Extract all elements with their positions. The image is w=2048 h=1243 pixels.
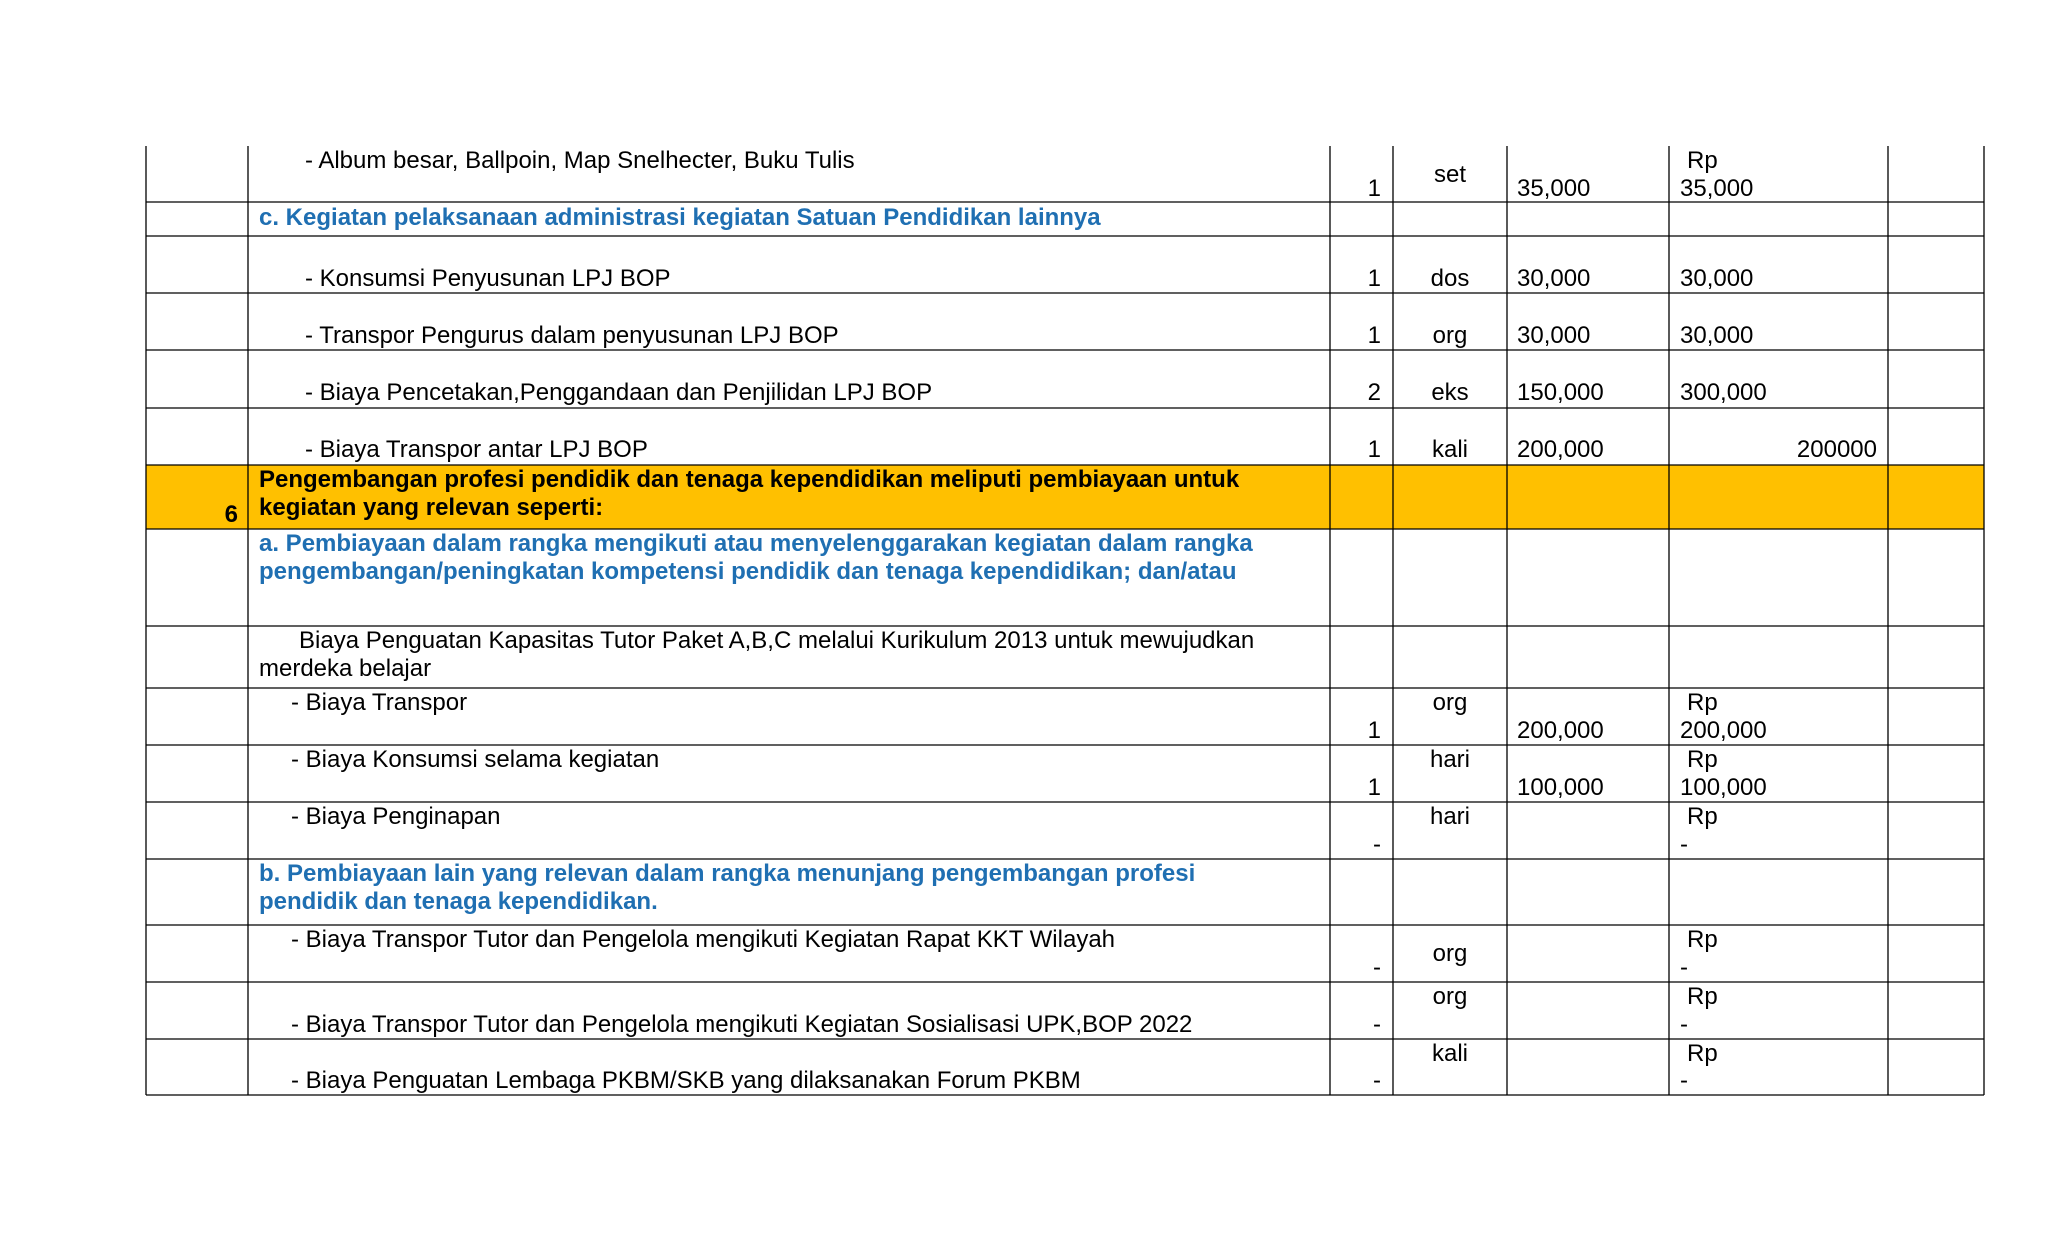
- row-quantity: 1: [1367, 436, 1381, 463]
- row-quantity: -: [1373, 1067, 1381, 1094]
- row-rp-label: Rp: [1687, 983, 1718, 1010]
- row-total: -: [1680, 1011, 1688, 1038]
- row-description: - Biaya Konsumsi selama kegiatan: [291, 746, 660, 773]
- row-total: 35,000: [1680, 175, 1754, 202]
- section-heading-b-line1: b. Pembiayaan lain yang relevan dalam rangka menunjang pengembangan profesi: [259, 860, 1196, 887]
- row-description: - Biaya Penguatan Lembaga PKBM/SKB yang dilaksanakan Forum PKBM: [291, 1067, 1081, 1094]
- row-description: - Konsumsi Penyusunan LPJ BOP: [305, 265, 671, 292]
- row-total: 30,000: [1680, 265, 1754, 292]
- row-unit: org: [1432, 940, 1468, 967]
- row-total: -: [1680, 831, 1688, 858]
- row-description: - Biaya Transpor antar LPJ BOP: [305, 436, 648, 463]
- row-unit: org: [1432, 322, 1468, 349]
- section-heading-b-line2: pendidik dan tenaga kependidikan.: [259, 888, 658, 915]
- row-unit: set: [1433, 161, 1466, 188]
- section-heading-6-line2: kegiatan yang relevan seperti:: [259, 494, 604, 521]
- row-description: - Biaya Pencetakan,Penggandaan dan Penjilidan LPJ BOP: [305, 379, 933, 406]
- row-unit: eks: [1431, 379, 1469, 406]
- row-description: - Biaya Transpor Tutor dan Pengelola mengikuti Kegiatan Sosialisasi UPK,BOP 2022: [291, 1011, 1193, 1038]
- row-quantity: 1: [1367, 175, 1381, 202]
- row-quantity: 1: [1367, 322, 1381, 349]
- row-unit-price: 35,000: [1517, 175, 1591, 202]
- row-rp-label: Rp: [1687, 926, 1718, 953]
- row-unit-price: 150,000: [1517, 379, 1604, 406]
- row-total: -: [1680, 1067, 1688, 1094]
- row-unit-price: 200,000: [1517, 717, 1604, 744]
- row-unit-price: 200,000: [1517, 436, 1604, 463]
- row-description: - Biaya Transpor: [291, 689, 468, 716]
- row-quantity: -: [1373, 954, 1381, 981]
- row-unit: hari: [1429, 746, 1471, 773]
- section-heading-a-line2: pengembangan/peningkatan kompetensi pendidik dan tenaga kependidikan; dan/atau: [259, 558, 1237, 585]
- row-unit-price: 30,000: [1517, 265, 1591, 292]
- row-description: - Biaya Penginapan: [291, 803, 501, 830]
- row-quantity: -: [1373, 1011, 1381, 1038]
- activity-line2: merdeka belajar: [259, 655, 432, 682]
- activity-line1: Biaya Penguatan Kapasitas Tutor Paket A,B,C melalui Kurikulum 2013 untuk mewujudkan: [299, 627, 1255, 654]
- row-total: 300,000: [1680, 379, 1767, 406]
- section-heading-c: c. Kegiatan pelaksanaan administrasi kegiatan Satuan Pendidikan lainnya: [259, 204, 1101, 231]
- row-total: 30,000: [1680, 322, 1754, 349]
- section-number: 6: [224, 501, 238, 528]
- section-heading-6-line1: Pengembangan profesi pendidik dan tenaga kependidikan meliputi pembiayaan untuk: [259, 466, 1240, 493]
- row-description: - Biaya Transpor Tutor dan Pengelola mengikuti Kegiatan Rapat KKT Wilayah: [291, 926, 1116, 953]
- row-quantity: -: [1373, 831, 1381, 858]
- row-description: - Album besar, Ballpoin, Map Snelhecter, Buku Tulis: [305, 147, 855, 174]
- row-unit: dos: [1430, 265, 1470, 292]
- row-quantity: 1: [1367, 265, 1381, 292]
- row-total: 200000: [1796, 436, 1877, 463]
- row-unit: org: [1432, 983, 1468, 1010]
- row-rp-label: Rp: [1687, 689, 1718, 716]
- row-rp-label: Rp: [1687, 147, 1718, 174]
- row-quantity: 1: [1367, 774, 1381, 801]
- row-rp-label: Rp: [1687, 746, 1718, 773]
- row-unit: org: [1432, 689, 1468, 716]
- row-unit: hari: [1429, 803, 1471, 830]
- row-rp-label: Rp: [1687, 1040, 1718, 1067]
- row-total: 100,000: [1680, 774, 1767, 801]
- section-heading-a-line1: a. Pembiayaan dalam rangka mengikuti atau menyelenggarakan kegiatan dalam rangka: [259, 530, 1253, 557]
- row-quantity: 1: [1367, 717, 1381, 744]
- row-unit-price: 100,000: [1517, 774, 1604, 801]
- row-rp-label: Rp: [1687, 803, 1718, 830]
- row-total: -: [1680, 954, 1688, 981]
- row-description: - Transpor Pengurus dalam penyusunan LPJ BOP: [305, 322, 839, 349]
- row-total: 200,000: [1680, 717, 1767, 744]
- row-unit: kali: [1431, 1040, 1468, 1067]
- row-quantity: 2: [1367, 379, 1381, 406]
- row-unit: kali: [1431, 436, 1468, 463]
- row-unit-price: 30,000: [1517, 322, 1591, 349]
